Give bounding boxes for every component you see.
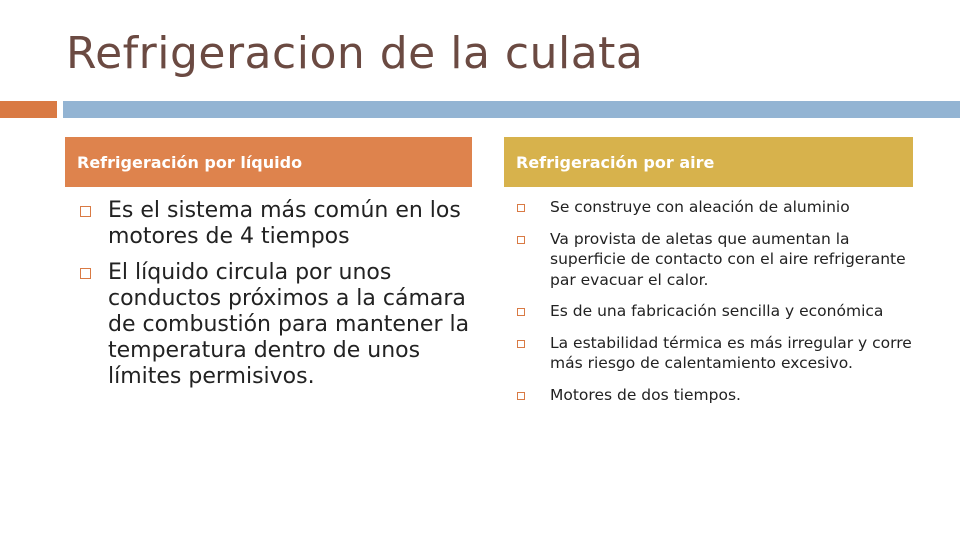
square-bullet-icon: [80, 206, 91, 217]
list-item: [514, 197, 914, 218]
header-liquid-cooling: Refrigeración por líquido: [65, 137, 472, 187]
square-bullet-icon: [517, 340, 525, 348]
list-item: [514, 229, 914, 291]
air-cooling-list: [514, 197, 914, 416]
accent-bar-blue: [63, 101, 960, 118]
liquid-cooling-list: [76, 198, 476, 400]
square-bullet-icon: [517, 236, 525, 244]
list-item-text: Motores de dos tiempos.: [550, 385, 741, 404]
list-item-text: Se construye con aleación de aluminio: [550, 198, 850, 216]
list-item-text: Es de una fabricación sencilla y económica: [550, 302, 884, 320]
list-item-text: La estabilidad térmica es más irregular y corre más riesgo de calentamiento excesivo.: [550, 333, 912, 372]
square-bullet-icon: [80, 268, 91, 279]
list-item: [514, 301, 914, 322]
square-bullet-icon: [517, 392, 525, 400]
slide-title: Refrigeracion de la culata: [66, 28, 644, 79]
list-item: [76, 198, 476, 250]
list-item-text: Va provista de aletas que aumentan la superficie de contacto con el aire refrigerante par evacuar el calor.: [550, 229, 906, 289]
square-bullet-icon: [517, 308, 525, 316]
list-item: [514, 333, 914, 374]
list-item-text: Es el sistema más común en los motores de 4 tiempos: [108, 198, 461, 249]
list-item: [514, 385, 914, 406]
square-bullet-icon: [517, 204, 525, 212]
list-item: [76, 260, 476, 390]
accent-bar-orange: [0, 101, 57, 118]
list-item-text: El líquido circula por unos conductos próximos a la cámara de combustión para mantener la temperatura dentro de unos límites permisivos.: [108, 260, 470, 389]
header-air-cooling: Refrigeración por aire: [504, 137, 913, 187]
